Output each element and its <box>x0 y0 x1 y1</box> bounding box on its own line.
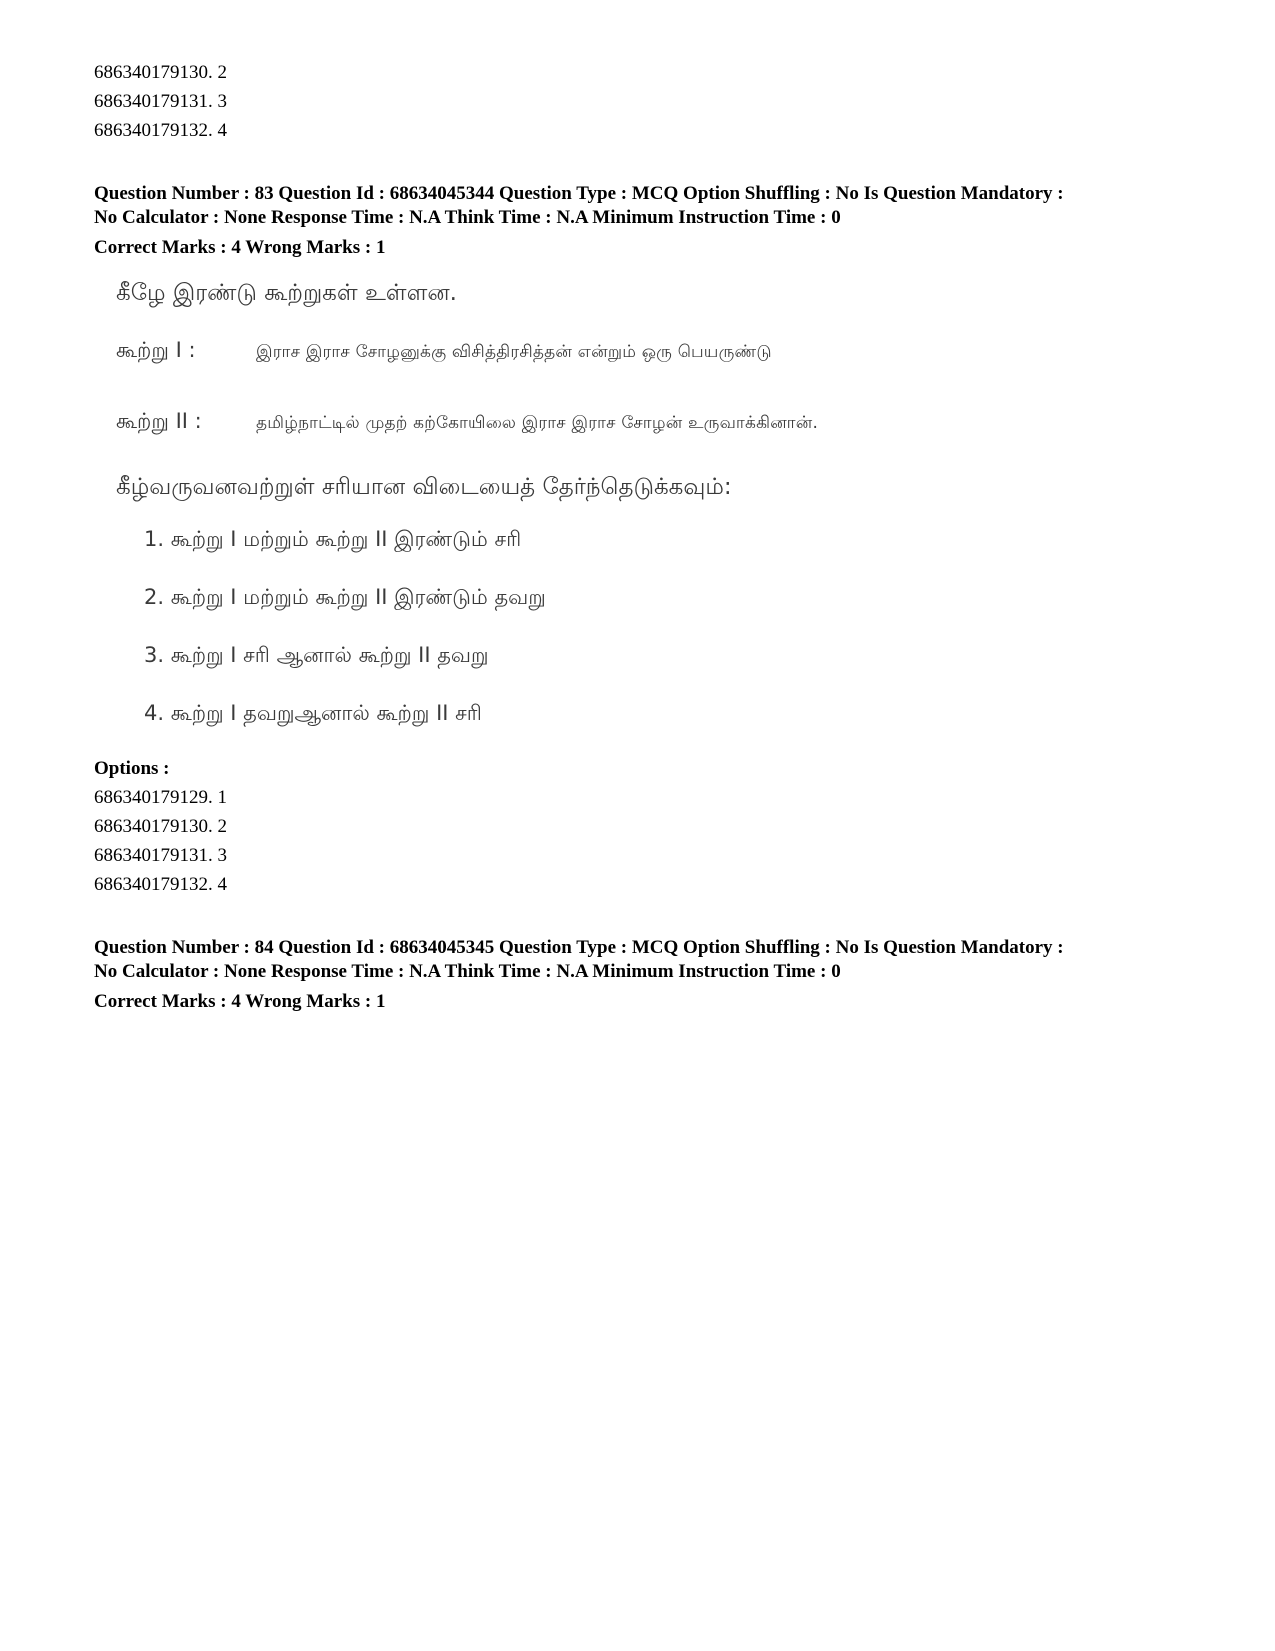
statement-2-text: தமிழ்நாட்டில் முதற் கற்கோயிலை இராச இராச சோழன் உருவாக்கினான். <box>256 413 819 433</box>
option-item: 686340179129. 1 <box>94 787 227 808</box>
options-heading: Options : <box>94 758 170 779</box>
question-meta-line-1: Question Number : 84 Question Id : 68634045345 Question Type : MCQ Option Shuffling : No Is Question Mandatory : <box>94 937 1064 958</box>
option-item: 686340179131. 3 <box>94 91 227 112</box>
option-item: 686340179130. 2 <box>94 816 227 837</box>
question-intro: கீழே இரண்டு கூற்றுகள் உள்ளன. <box>116 280 457 306</box>
question-83 <box>94 182 1214 899</box>
options-list <box>94 783 1214 899</box>
question-marks: Correct Marks : 4 Wrong Marks : 1 <box>94 991 386 1012</box>
statement-2-label: கூற்று II : <box>116 409 202 433</box>
option-item: 686340179132. 4 <box>94 874 227 895</box>
option-item: 686340179131. 3 <box>94 845 227 866</box>
choice-item: 4. கூற்று I தவறுஆனால் கூற்று II சரி <box>144 701 482 725</box>
question-body <box>116 278 1214 728</box>
choice-item: 2. கூற்று I மற்றும் கூற்று II இரண்டும் தவறு <box>144 585 546 609</box>
choice-item: 3. கூற்று I சரி ஆனால் கூற்று II தவறு <box>144 643 489 667</box>
statement-1-label: கூற்று I : <box>116 338 196 362</box>
option-item: 686340179132. 4 <box>94 120 227 141</box>
question-meta-line-2: No Calculator : None Response Time : N.A Think Time : N.A Minimum Instruction Time : 0 <box>94 961 841 982</box>
question-meta-line-2: No Calculator : None Response Time : N.A Think Time : N.A Minimum Instruction Time : 0 <box>94 207 841 228</box>
question-marks: Correct Marks : 4 Wrong Marks : 1 <box>94 237 386 258</box>
question-choices <box>144 524 1214 728</box>
previous-options-list <box>94 58 1214 145</box>
statement-2 <box>116 409 1214 436</box>
choice-item: 1. கூற்று I மற்றும் கூற்று II இரண்டும் சரி <box>144 527 522 551</box>
statement-1 <box>116 338 1214 365</box>
statement-1-text: இராச இராச சோழனுக்கு விசித்திரசித்தன் என்றும் ஒரு பெயருண்டு <box>256 342 772 362</box>
option-item: 686340179130. 2 <box>94 62 227 83</box>
question-84 <box>94 936 1214 1014</box>
question-meta-line-1: Question Number : 83 Question Id : 68634045344 Question Type : MCQ Option Shuffling : No Is Question Mandatory : <box>94 183 1064 204</box>
question-prompt: கீழ்வருவனவற்றுள் சரியான விடையைத் தேர்ந்தெடுக்கவும்: <box>116 474 732 500</box>
document-page <box>94 58 1214 1014</box>
